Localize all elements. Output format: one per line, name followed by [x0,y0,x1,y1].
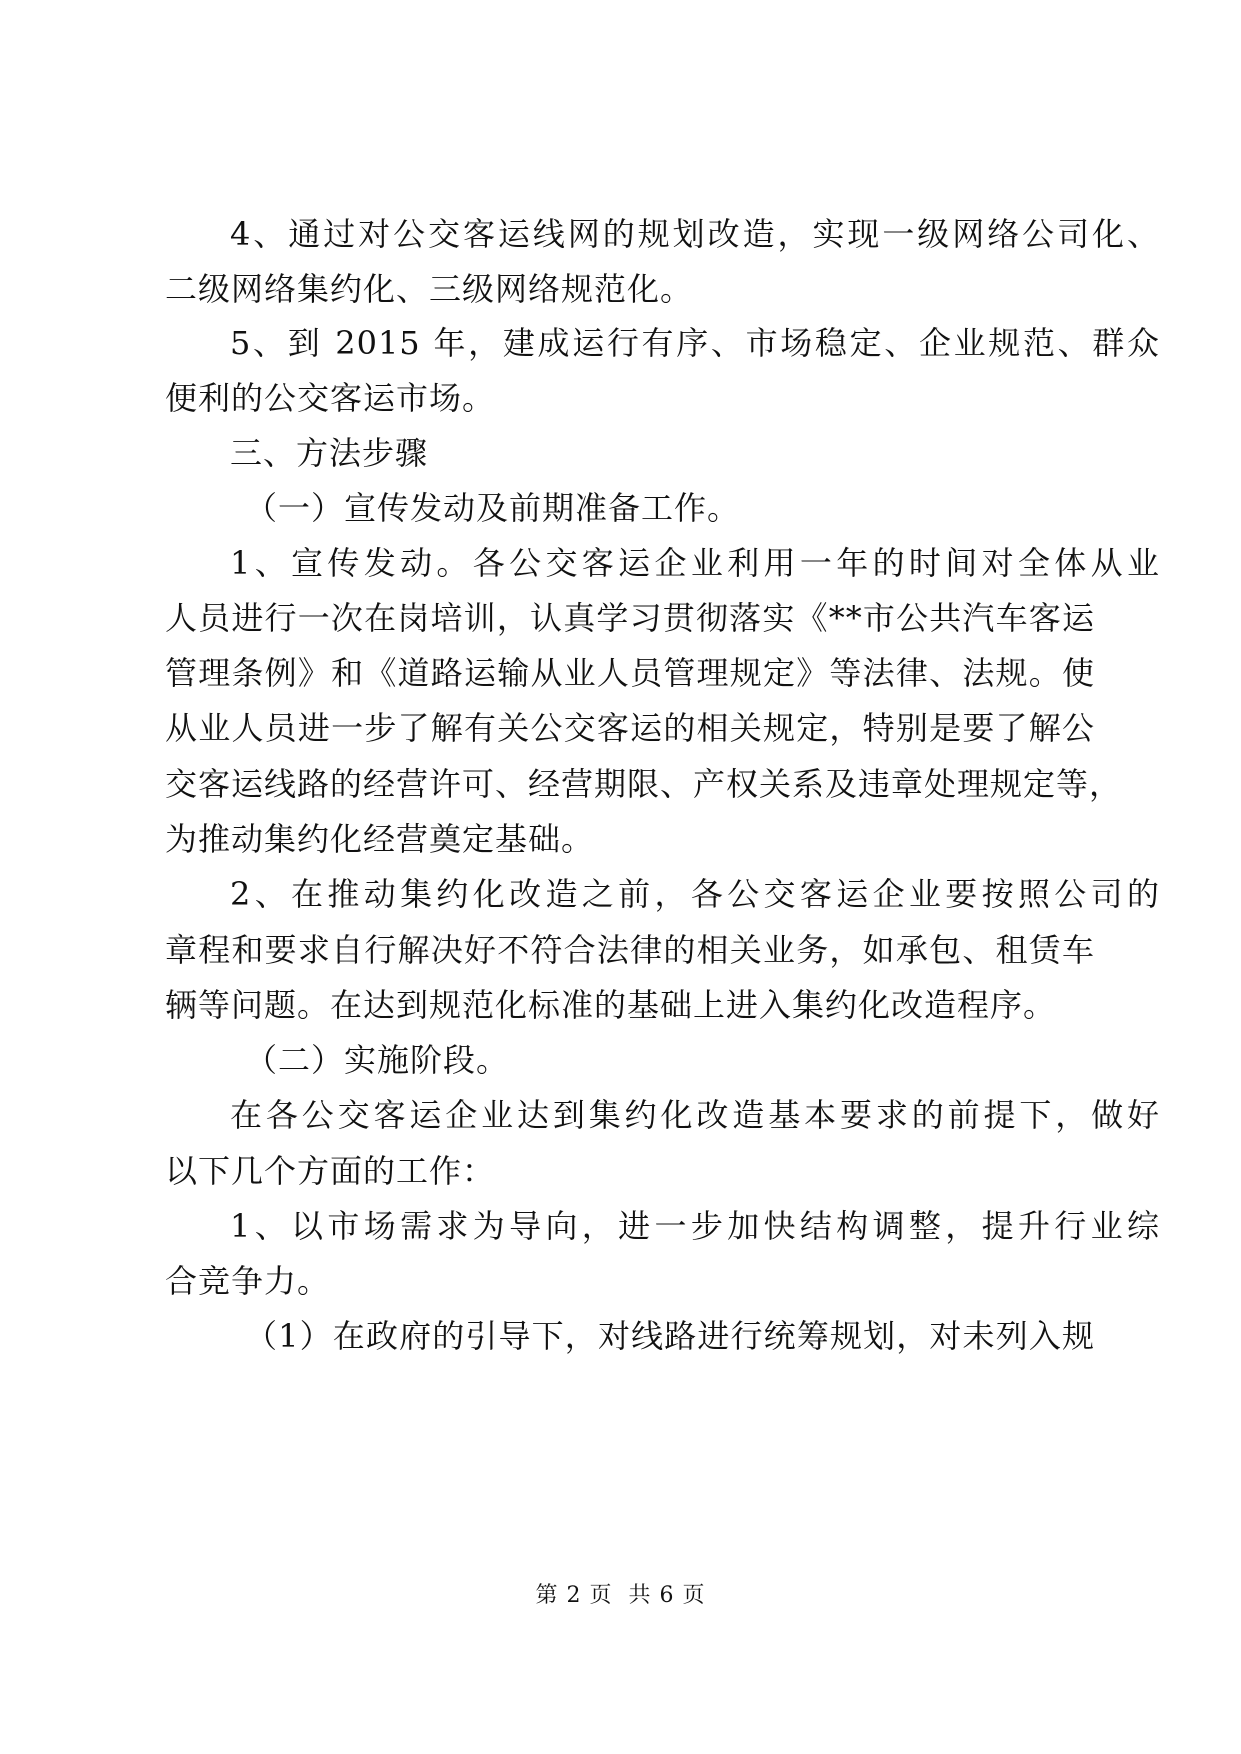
text-line: 二级网络集约化、三级网络规范化。 [165,270,694,308]
text-line: 人员进行一次在岗培训，认真学习贯彻落实《**市公共汽车客运 [165,599,1095,637]
subsection-heading: （二）实施阶段。 [245,1041,510,1079]
text-line: 章程和要求自行解决好不符合法律的相关业务，如承包、租赁车 [165,931,1095,969]
text-line: 交客运线路的经营许可、经营期限、产权关系及违章处理规定等， [165,765,1123,803]
page-number: 第 2 页 [535,1583,613,1608]
text-line: 辆等问题。在达到规范化标准的基础上进入集约化改造程序。 [165,986,1057,1024]
text-line: 从业人员进一步了解有关公交客运的相关规定，特别是要了解公 [165,709,1095,747]
text-line: 1、以市场需求为导向，进一步加快结构调整，提升行业综 [230,1207,1160,1245]
text-line: 便利的公交客运市场。 [165,379,496,417]
text-line: 2、在推动集约化改造之前，各公交客运企业要按照公司的 [230,875,1160,913]
section-heading: 三、方法步骤 [230,434,429,472]
text-line: 管理条例》和《道路运输从业人员管理规定》等法律、法规。使 [165,654,1095,692]
text-line: 以下几个方面的工作： [165,1152,496,1190]
text-line: 为推动集约化经营奠定基础。 [165,820,595,858]
text-line: 合竞争力。 [165,1262,331,1300]
page-total: 共 6 页 [628,1583,706,1608]
text-line: （1）在政府的引导下，对线路进行统筹规划，对未列入规 [245,1317,1095,1355]
subsection-heading: （一）宣传发动及前期准备工作。 [245,489,741,527]
text-line: 1、宣传发动。各公交客运企业利用一年的时间对全体从业 [230,544,1160,582]
page-footer [0,1582,1241,1610]
text-line: 4、通过对公交客运线网的规划改造，实现一级网络公司化、 [230,215,1160,253]
text-line: 在各公交客运企业达到集约化改造基本要求的前提下，做好 [230,1096,1160,1134]
text-line: 5、到 2015 年，建成运行有序、市场稳定、企业规范、群众 [230,324,1160,362]
